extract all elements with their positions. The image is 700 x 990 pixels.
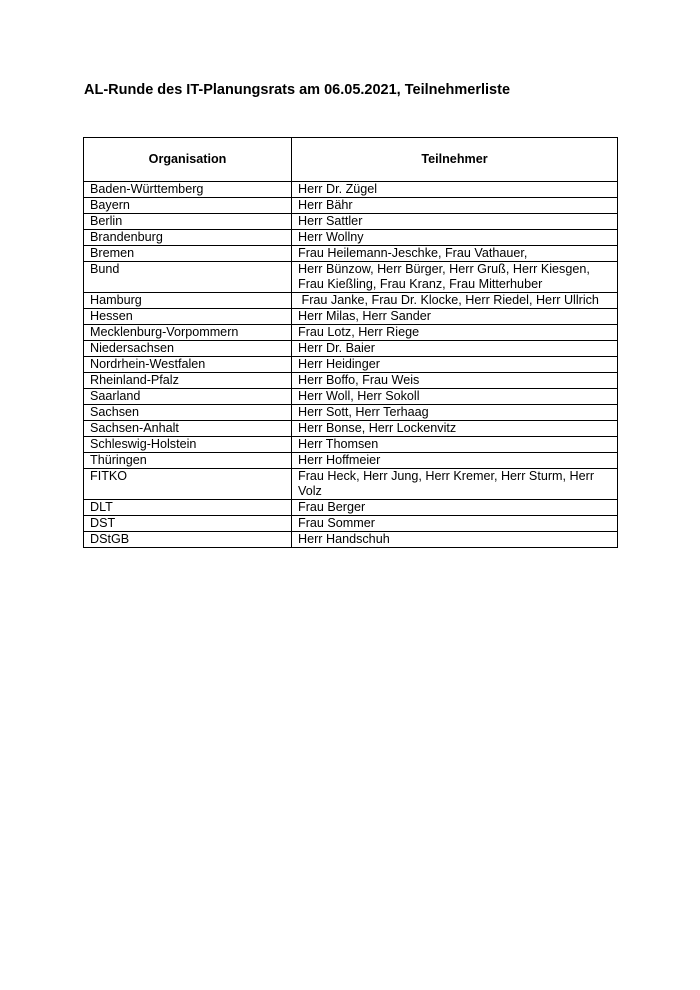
- table-row: [84, 198, 618, 214]
- table-row: [84, 325, 618, 341]
- participants-cell: Herr Heidinger: [292, 357, 618, 373]
- organisation-cell: Nordrhein-Westfalen: [84, 357, 292, 373]
- table-header-row: [84, 138, 618, 182]
- table-row: [84, 182, 618, 198]
- column-header-participants: Teilnehmer: [292, 138, 618, 182]
- table-row: [84, 469, 618, 500]
- organisation-cell: Hamburg: [84, 293, 292, 309]
- participants-cell: Frau Sommer: [292, 516, 618, 532]
- organisation-cell: Berlin: [84, 214, 292, 230]
- participants-cell: Frau Heilemann-Jeschke, Frau Vathauer,: [292, 246, 618, 262]
- table-row: [84, 230, 618, 246]
- table-body: [84, 182, 618, 548]
- organisation-cell: Thüringen: [84, 453, 292, 469]
- organisation-cell: Rheinland-Pfalz: [84, 373, 292, 389]
- participants-cell: Herr Handschuh: [292, 532, 618, 548]
- organisation-cell: Niedersachsen: [84, 341, 292, 357]
- organisation-cell: DLT: [84, 500, 292, 516]
- table-row: [84, 389, 618, 405]
- participants-cell: Herr Boffo, Frau Weis: [292, 373, 618, 389]
- table-row: [84, 405, 618, 421]
- participants-cell: Herr Thomsen: [292, 437, 618, 453]
- table-row: [84, 532, 618, 548]
- organisation-cell: Mecklenburg-Vorpommern: [84, 325, 292, 341]
- participants-cell: Herr Bünzow, Herr Bürger, Herr Gruß, Herr Kiesgen, Frau Kießling, Frau Kranz, Frau Mitterhuber: [292, 262, 618, 293]
- table-row: [84, 373, 618, 389]
- table-row: [84, 516, 618, 532]
- table-row: [84, 341, 618, 357]
- participants-cell: Herr Bonse, Herr Lockenvitz: [292, 421, 618, 437]
- organisation-cell: Hessen: [84, 309, 292, 325]
- participants-cell: Frau Janke, Frau Dr. Klocke, Herr Riedel, Herr Ullrich: [292, 293, 618, 309]
- document-title: AL-Runde des IT-Planungsrats am 06.05.2021, Teilnehmerliste: [84, 82, 511, 98]
- column-header-organisation: Organisation: [84, 138, 292, 182]
- table-row: [84, 293, 618, 309]
- organisation-cell: DStGB: [84, 532, 292, 548]
- participants-cell: Herr Dr. Zügel: [292, 182, 618, 198]
- organisation-cell: Bund: [84, 262, 292, 293]
- participants-cell: Herr Wollny: [292, 230, 618, 246]
- organisation-cell: DST: [84, 516, 292, 532]
- participants-cell: Herr Bähr: [292, 198, 618, 214]
- participants-cell: Frau Heck, Herr Jung, Herr Kremer, Herr Sturm, Herr Volz: [292, 469, 618, 500]
- table-row: [84, 262, 618, 293]
- organisation-cell: FITKO: [84, 469, 292, 500]
- participants-cell: Herr Sattler: [292, 214, 618, 230]
- organisation-cell: Bremen: [84, 246, 292, 262]
- table-row: [84, 421, 618, 437]
- participants-cell: Herr Dr. Baier: [292, 341, 618, 357]
- participants-cell: Herr Woll, Herr Sokoll: [292, 389, 618, 405]
- table-row: [84, 309, 618, 325]
- organisation-cell: Bayern: [84, 198, 292, 214]
- table-row: [84, 500, 618, 516]
- participants-table: [83, 137, 618, 548]
- organisation-cell: Schleswig-Holstein: [84, 437, 292, 453]
- table-row: [84, 357, 618, 373]
- participants-cell: Herr Milas, Herr Sander: [292, 309, 618, 325]
- organisation-cell: Sachsen: [84, 405, 292, 421]
- organisation-cell: Baden-Württemberg: [84, 182, 292, 198]
- table-row: [84, 453, 618, 469]
- participants-cell: Frau Berger: [292, 500, 618, 516]
- table-row: [84, 437, 618, 453]
- table-row: [84, 214, 618, 230]
- organisation-cell: Brandenburg: [84, 230, 292, 246]
- participants-cell: Frau Lotz, Herr Riege: [292, 325, 618, 341]
- participants-cell: Herr Sott, Herr Terhaag: [292, 405, 618, 421]
- table-row: [84, 246, 618, 262]
- participants-cell: Herr Hoffmeier: [292, 453, 618, 469]
- organisation-cell: Sachsen-Anhalt: [84, 421, 292, 437]
- organisation-cell: Saarland: [84, 389, 292, 405]
